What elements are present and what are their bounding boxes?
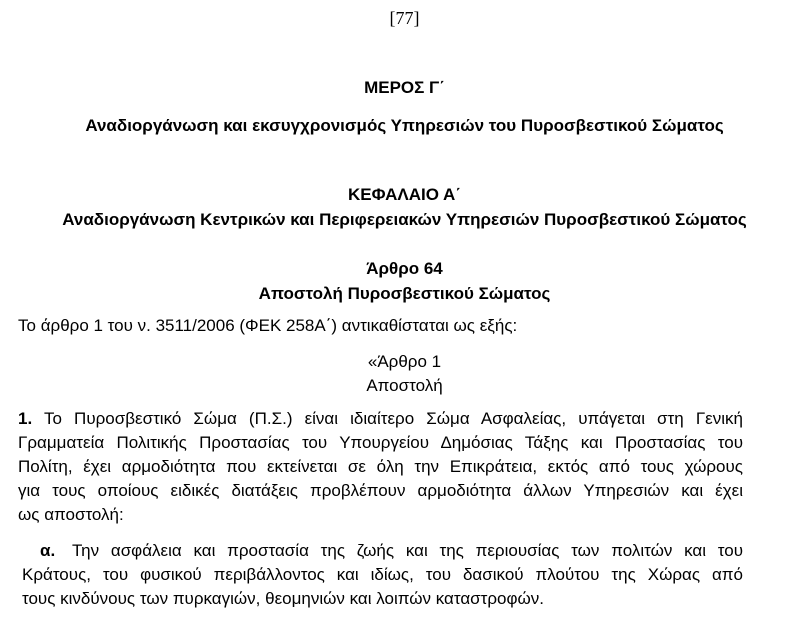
paragraph-1-line-2: Γραμματεία Πολιτικής Προστασίας του Υπουργείου Δημόσιας Τάξης και Προστασίας του: [18, 433, 743, 452]
item-a-line-1-text: Την ασφάλεια και προστασία της ζωής και της περιουσίας των πολιτών και του: [72, 541, 743, 560]
article-heading: Άρθρο 64: [366, 259, 443, 278]
paragraph-1-line-5: ως αποστολή:: [18, 505, 124, 524]
paragraph-1-line-4: για τους οποίους ειδικές διατάξεις προβλέπουν αρμοδιότητα άλλων Υπηρεσιών και έχει: [18, 481, 743, 500]
article-intro: Το άρθρο 1 του ν. 3511/2006 (ΦΕΚ 258Α΄) αντικαθίσταται ως εξής:: [18, 316, 518, 335]
item-a-line-2: Κράτους, του φυσικού περιβάλλοντος και ιδίως, του δασικού πλούτου της Χώρας από: [22, 565, 743, 584]
paragraph-1-line-3: Πολίτη, έχει αρμοδιότητα που εκτείνεται σε όλη την Επικράτεια, εκτός από τους χώρους: [18, 457, 743, 476]
item-a-line-1: [40, 540, 743, 562]
article-title: Αποστολή Πυροσβεστικού Σώματος: [258, 284, 551, 303]
chapter-title: Αναδιοργάνωση Κεντρικών και Περιφερειακών Υπηρεσιών Πυροσβεστικού Σώματος: [62, 210, 747, 229]
paragraph-1-line-1: [18, 408, 743, 430]
quoted-article-title: Αποστολή: [366, 376, 443, 395]
part-heading: ΜΕΡΟΣ Γ΄: [364, 78, 445, 97]
chapter-heading: ΚΕΦΑΛΑΙΟ Α΄: [348, 185, 461, 204]
item-a-letter: α.: [40, 541, 56, 560]
item-a-line-3: τους κινδύνους των πυρκαγιών, θεομηνιών και λοιπών καταστροφών.: [22, 589, 544, 608]
page-number: [77]: [389, 8, 420, 28]
part-title: Αναδιοργάνωση και εκσυγχρονισμός Υπηρεσιών του Πυροσβεστικού Σώματος: [85, 116, 724, 135]
quoted-article-heading: «Άρθρο 1: [367, 352, 442, 371]
paragraph-1-number: 1.: [18, 409, 33, 428]
paragraph-1-line-1-text: Το Πυροσβεστικό Σώμα (Π.Σ.) είναι ιδιαίτερο Σώμα Ασφαλείας, υπάγεται στη Γενική: [43, 409, 743, 428]
